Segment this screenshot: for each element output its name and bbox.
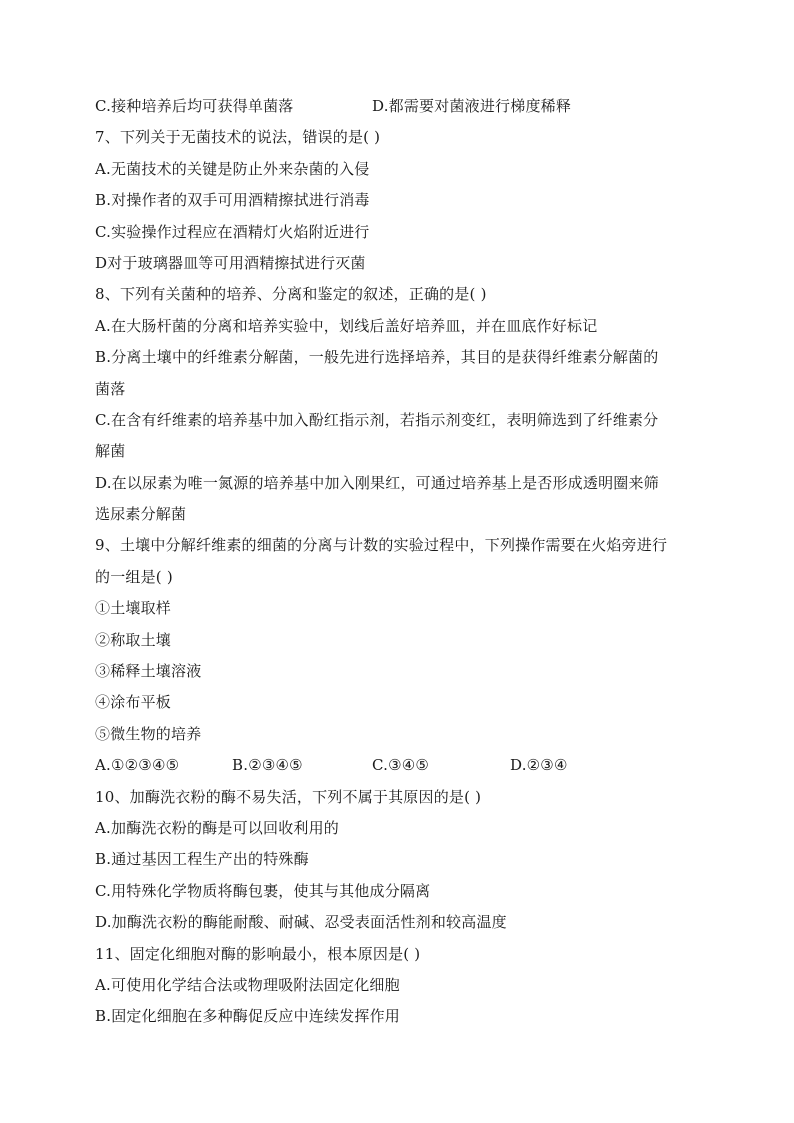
q9-item-1: ①土壤取样 (95, 599, 172, 618)
q8-stem: 8、下列有关菌种的培养、分离和鉴定的叙述，正确的是( ) (95, 285, 487, 304)
q9-options (95, 750, 705, 781)
q8-option-b-line1: B.分离土壤中的纤维素分解菌，一般先进行选择培养，其目的是获得纤维素分解菌的 (95, 348, 659, 367)
q11-option-b: B.固定化细胞在多种酶促反应中连续发挥作用 (95, 1007, 400, 1026)
q8-option-d-line2: 选尿素分解菌 (95, 505, 187, 524)
q8-option-a: A.在大肠杆菌的分离和培养实验中，划线后盖好培养皿，并在皿底作好标记 (95, 316, 598, 335)
q8-option-c-line1: C.在含有纤维素的培养基中加入酚红指示剂，若指示剂变红，表明筛选到了纤维素分 (95, 410, 659, 429)
q9-stem-line2: 的一组是( ) (95, 567, 173, 586)
q10-option-b: B.通过基因工程生产出的特殊酶 (95, 850, 309, 869)
q6-option-c: C.接种培养后均可获得单菌落 (95, 97, 294, 115)
question-content (95, 91, 705, 1033)
q9-item-3: ③稀释土壤溶液 (95, 662, 202, 681)
q6-option-d: D.都需要对菌液进行梯度稀释 (372, 97, 572, 115)
q9-item-5: ⑤微生物的培养 (95, 724, 202, 743)
q7-option-c: C.实验操作过程应在酒精灯火焰附近进行 (95, 222, 370, 241)
q9-stem-line1: 9、土壤中分解纤维素的细菌的分离与计数的实验过程中，下列操作需要在火焰旁进行 (95, 536, 668, 555)
q6-options-cd (95, 91, 705, 122)
q9-option-c: C.③④⑤ (372, 756, 430, 775)
q8-option-d-line1: D.在以尿素为唯一氮源的培养基中加入刚果红，可通过培养基上是否形成透明圈来筛 (95, 473, 659, 492)
q10-option-d: D.加酶洗衣粉的酶能耐酸、耐碱、忍受表面活性剂和较高温度 (95, 913, 507, 932)
q9-option-a: A.①②③④⑤ (95, 756, 180, 775)
q9-option-d: D.②③④ (510, 756, 568, 775)
q10-stem: 10、加酶洗衣粉的酶不易失活，下列不属于其原因的是( ) (95, 787, 482, 806)
q11-stem: 11、固定化细胞对酶的影响最小，根本原因是( ) (95, 944, 421, 963)
q7-option-a: A.无菌技术的关键是防止外来杂菌的入侵 (95, 159, 370, 178)
q7-stem: 7、下列关于无菌技术的说法，错误的是( ) (95, 128, 381, 147)
q8-option-b-line2: 菌落 (95, 379, 126, 398)
q10-option-a: A.加酶洗衣粉的酶是可以回收利用的 (95, 818, 340, 837)
q7-option-b: B.对操作者的双手可用酒精擦拭进行消毒 (95, 191, 370, 210)
q9-option-b: B.②③④⑤ (232, 756, 303, 775)
q10-option-c: C.用特殊化学物质将酶包裹，使其与其他成分隔离 (95, 881, 431, 900)
q8-option-c-line2: 解菌 (95, 442, 126, 461)
q7-option-d: D对于玻璃器皿等可用酒精擦拭进行灭菌 (95, 253, 366, 272)
q9-item-2: ②称取土壤 (95, 630, 172, 649)
q11-option-a: A.可使用化学结合法或物理吸附法固定化细胞 (95, 975, 400, 994)
q9-item-4: ④涂布平板 (95, 693, 172, 712)
